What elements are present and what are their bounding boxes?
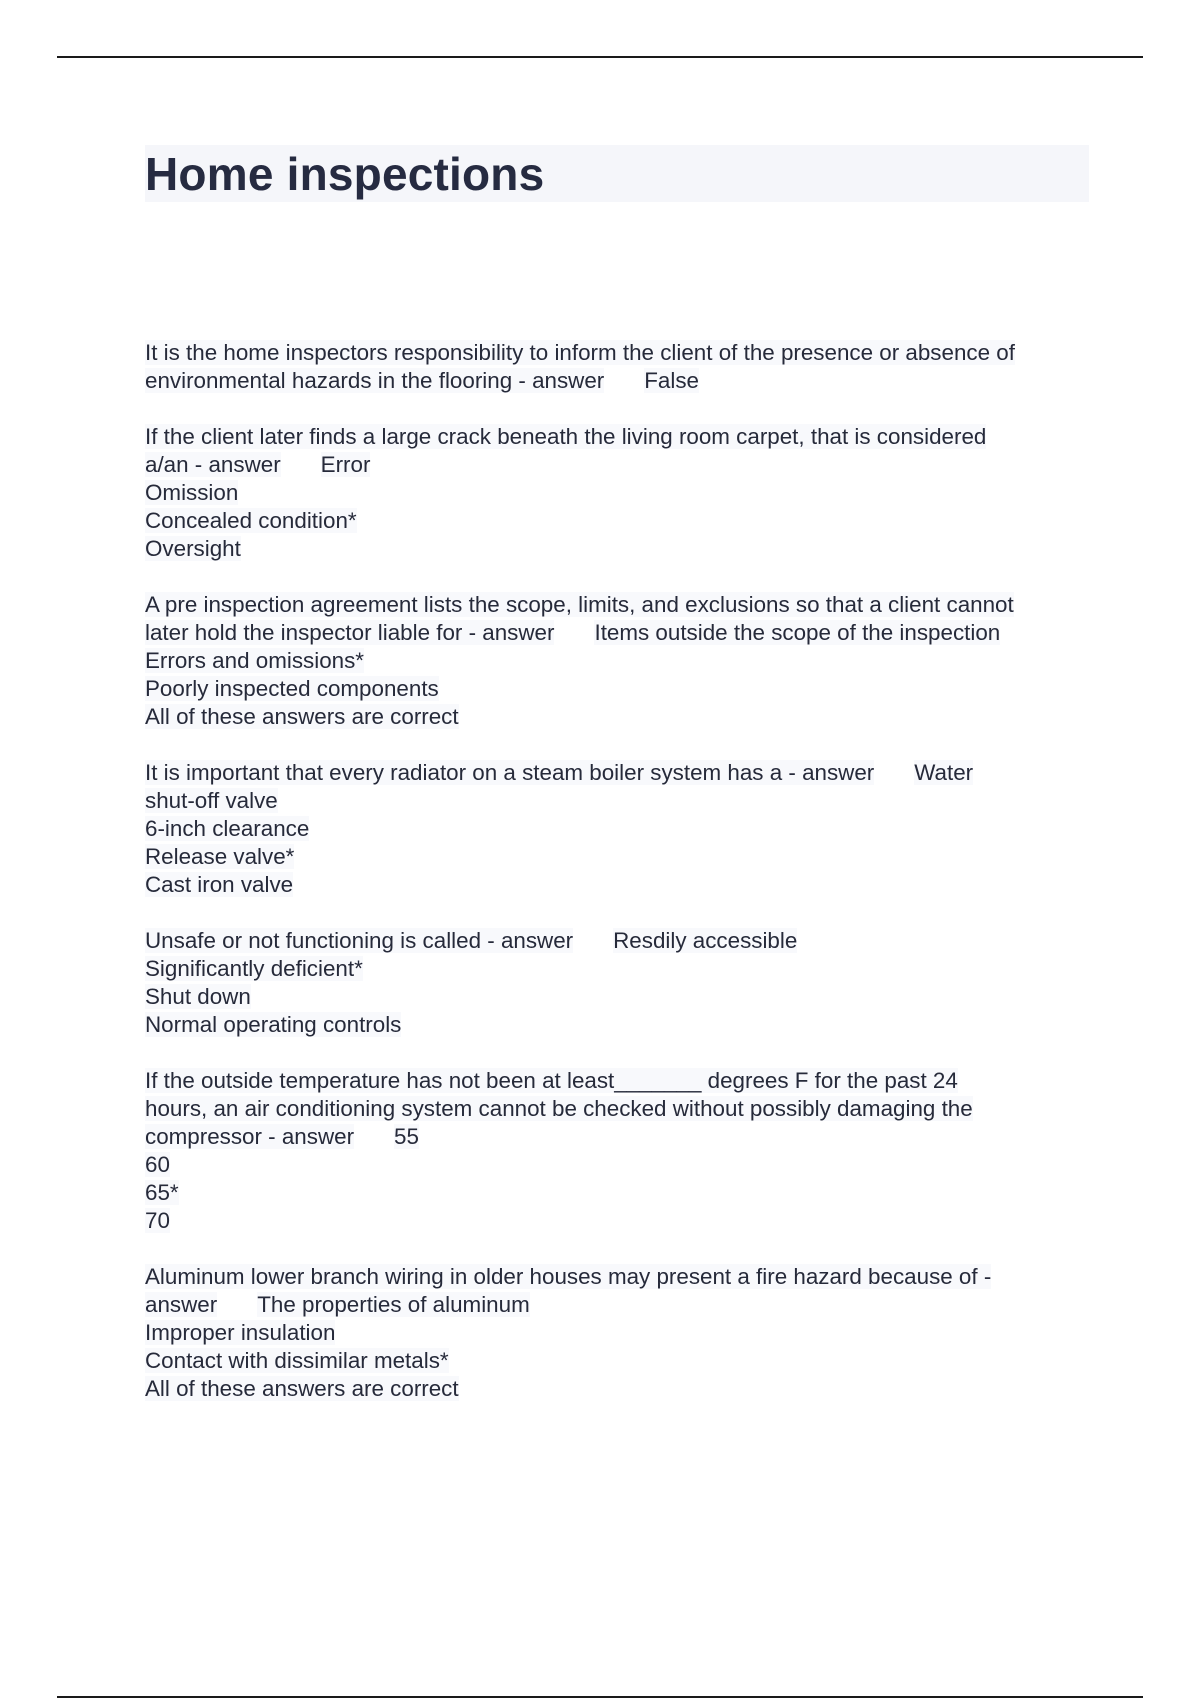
question-text: Aluminum lower branch wiring in older houses may present a fire hazard because of - — [145, 1264, 992, 1289]
answer-option: shut-off valve — [145, 788, 278, 813]
answer-option: 6-inch clearance — [145, 816, 310, 841]
question-text: It is important that every radiator on a steam boiler system has a - answer — [145, 760, 875, 785]
answer-option: Significantly deficient* — [145, 956, 363, 981]
answer-option: 55 — [394, 1124, 419, 1149]
question-item — [145, 591, 1090, 731]
answer-option: Resdily accessible — [613, 928, 798, 953]
answer-option: False — [644, 368, 700, 393]
answer-option: Items outside the scope of the inspection — [594, 620, 1001, 645]
answer-option: Errors and omissions* — [145, 648, 365, 673]
answer-option: Shut down — [145, 984, 251, 1009]
question-list — [145, 339, 1090, 1431]
answer-option: Release valve* — [145, 844, 295, 869]
answer-option: Poorly inspected components — [145, 676, 439, 701]
question-text: a/an - answer — [145, 452, 281, 477]
answer-option: 60 — [145, 1152, 170, 1177]
question-item — [145, 1263, 1090, 1403]
answer-option: The properties of aluminum — [257, 1292, 530, 1317]
answer-option: Improper insulation — [145, 1320, 336, 1345]
answer-option: 65* — [145, 1180, 179, 1205]
question-item — [145, 339, 1090, 395]
question-text: If the client later finds a large crack beneath the living room carpet, that is considered — [145, 424, 987, 449]
question-text: environmental hazards in the flooring - answer — [145, 368, 605, 393]
answer-option: Water — [914, 760, 974, 785]
page-title: Home inspections — [145, 148, 545, 200]
question-item — [145, 759, 1090, 899]
bottom-rule — [57, 1696, 1143, 1698]
question-text: Unsafe or not functioning is called - answer — [145, 928, 574, 953]
question-text: A pre inspection agreement lists the scope, limits, and exclusions so that a client cannot — [145, 592, 1014, 617]
question-text: later hold the inspector liable for - answer — [145, 620, 555, 645]
answer-option: All of these answers are correct — [145, 1376, 459, 1401]
answer-option: Error — [320, 452, 371, 477]
answer-option: Normal operating controls — [145, 1012, 402, 1037]
answer-option: Omission — [145, 480, 239, 505]
question-text: hours, an air conditioning system cannot be checked without possibly damaging the — [145, 1096, 973, 1121]
answer-option: All of these answers are correct — [145, 704, 459, 729]
answer-option: Concealed condition* — [145, 508, 357, 533]
question-text: compressor - answer — [145, 1124, 355, 1149]
top-rule — [57, 56, 1143, 58]
question-item — [145, 927, 1090, 1039]
answer-option: Cast iron valve — [145, 872, 294, 897]
question-text: It is the home inspectors responsibility to inform the client of the presence or absence of — [145, 340, 1015, 365]
question-item — [145, 1067, 1090, 1235]
question-text: If the outside temperature has not been at least_______ degrees F for the past 24 — [145, 1068, 958, 1093]
answer-option: Contact with dissimilar metals* — [145, 1348, 449, 1373]
answer-option: Oversight — [145, 536, 241, 561]
question-item — [145, 423, 1090, 563]
answer-option: 70 — [145, 1208, 170, 1233]
question-text: answer — [145, 1292, 218, 1317]
